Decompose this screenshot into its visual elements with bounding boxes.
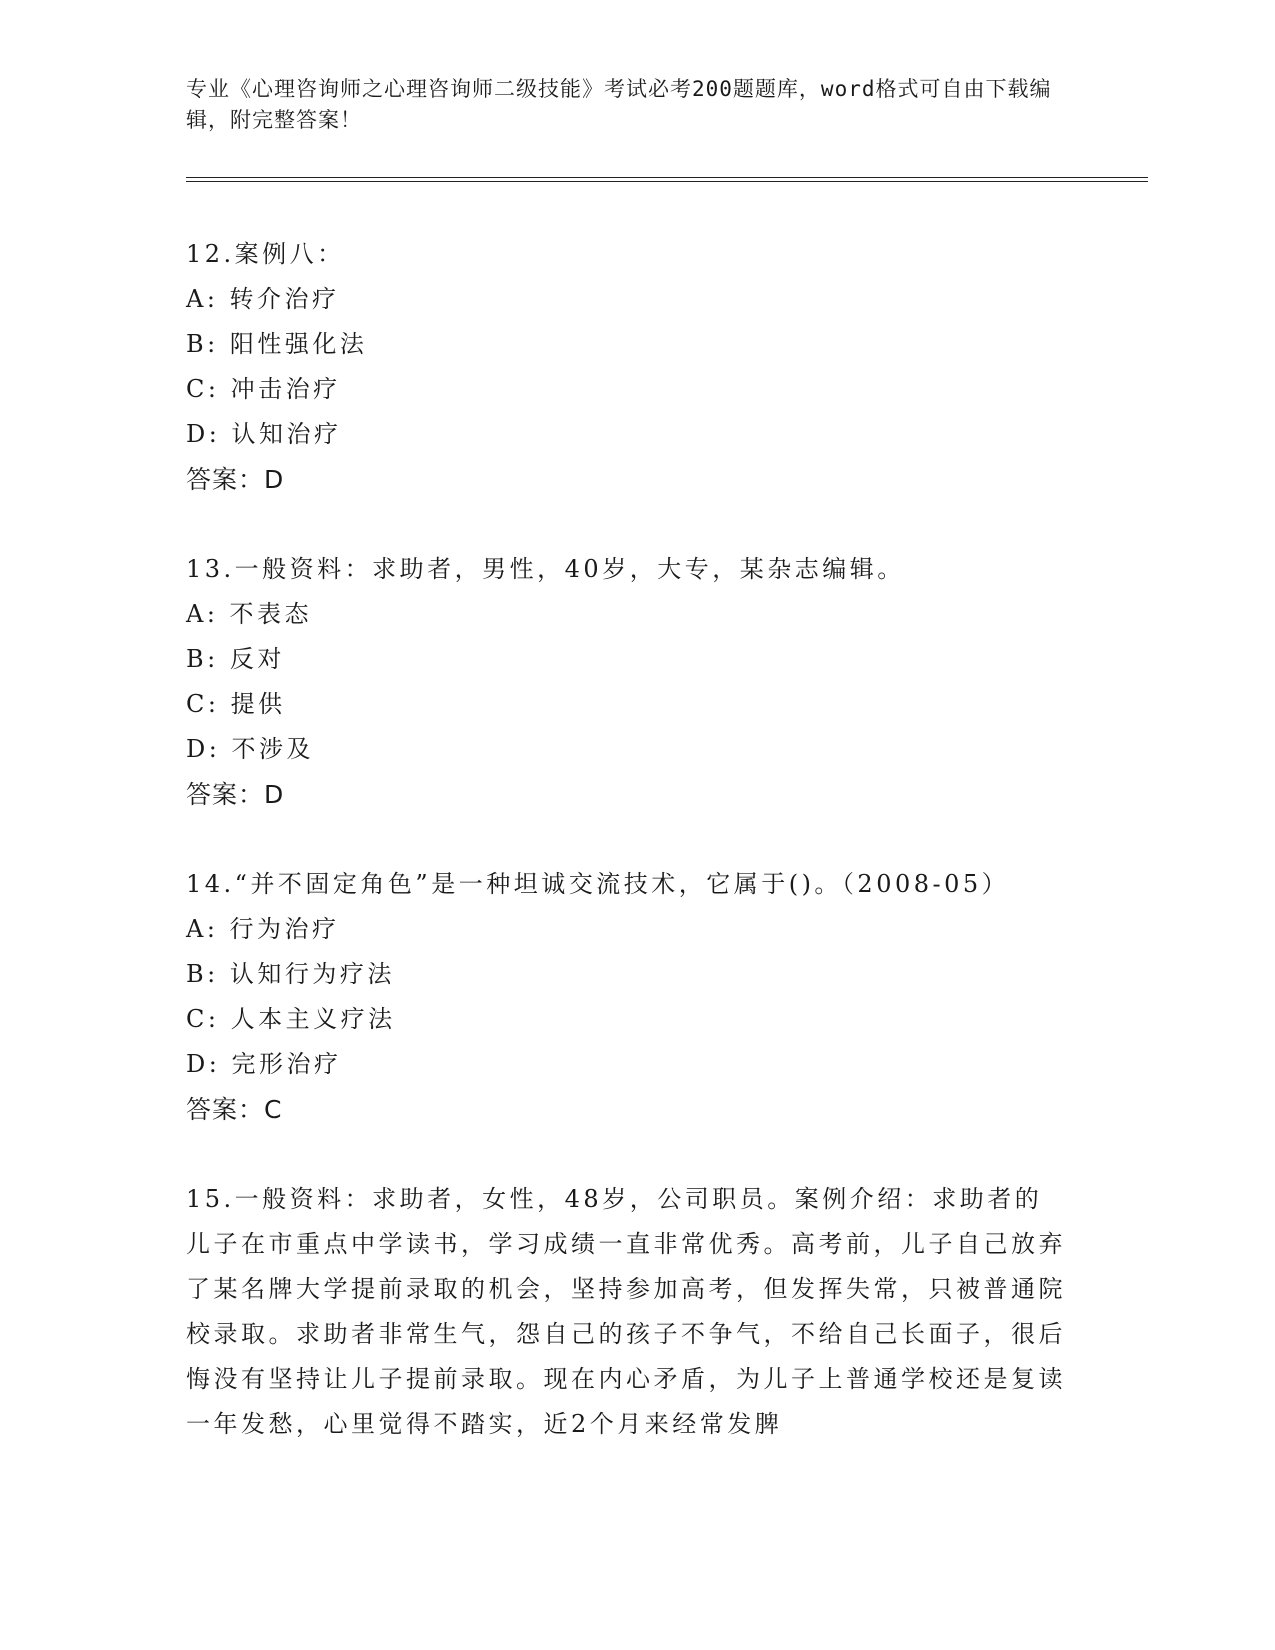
question-14 [186,862,1086,1132]
option-b: B: 反对 [186,645,285,673]
question-13 [186,547,1086,817]
option-a: A: 转介治疗 [186,285,340,313]
answer-label: 答案：D [186,465,285,494]
option-c: C: 冲击治疗 [186,375,341,403]
answer-label: 答案：C [186,1095,283,1124]
option-c: C: 人本主义疗法 [186,1005,396,1033]
option-c: C: 提供 [186,690,286,718]
answer-label: 答案：D [186,780,285,809]
option-b: B: 认知行为疗法 [186,960,395,988]
question-stem: 15.一般资料：求助者，女性，48岁，公司职员。案例介绍：求助者的儿子在市重点中学读书，学习成绩一直非常优秀。高考前，儿子自己放弃了某名牌大学提前录取的机会，坚持参加高考，但发挥失常，只被普通院校录取。求助者非常生气，怨自己的孩子不争气，不给自己长面子，很后悔没有坚持让儿子提前录取。现在内心矛盾，为儿子上普通学校还是复读一年发愁，心里觉得不踏实，近2个月来经常发脾 [186,1185,1066,1438]
header-divider-bottom [186,181,1148,182]
header-divider-top [186,177,1148,178]
question-15 [186,1177,1086,1447]
option-d: D: 认知治疗 [186,420,342,448]
question-list [186,232,1086,1492]
option-a: A: 行为治疗 [186,915,340,943]
document-header: 专业《心理咨询师之心理咨询师二级技能》考试必考200题题库，word格式可自由下载编辑，附完整答案！ [186,77,1052,132]
question-12 [186,232,1086,502]
question-stem: 13.一般资料：求助者，男性，40岁，大专，某杂志编辑。 [186,555,905,583]
option-d: D: 完形治疗 [186,1050,342,1078]
question-stem: 14.“并不固定角色”是一种坦诚交流技术，它属于()。（2008-05） [186,870,1010,898]
option-a: A: 不表态 [186,600,313,628]
option-b: B: 阳性强化法 [186,330,368,358]
question-stem: 12.案例八： [186,240,345,268]
option-d: D: 不涉及 [186,735,314,763]
